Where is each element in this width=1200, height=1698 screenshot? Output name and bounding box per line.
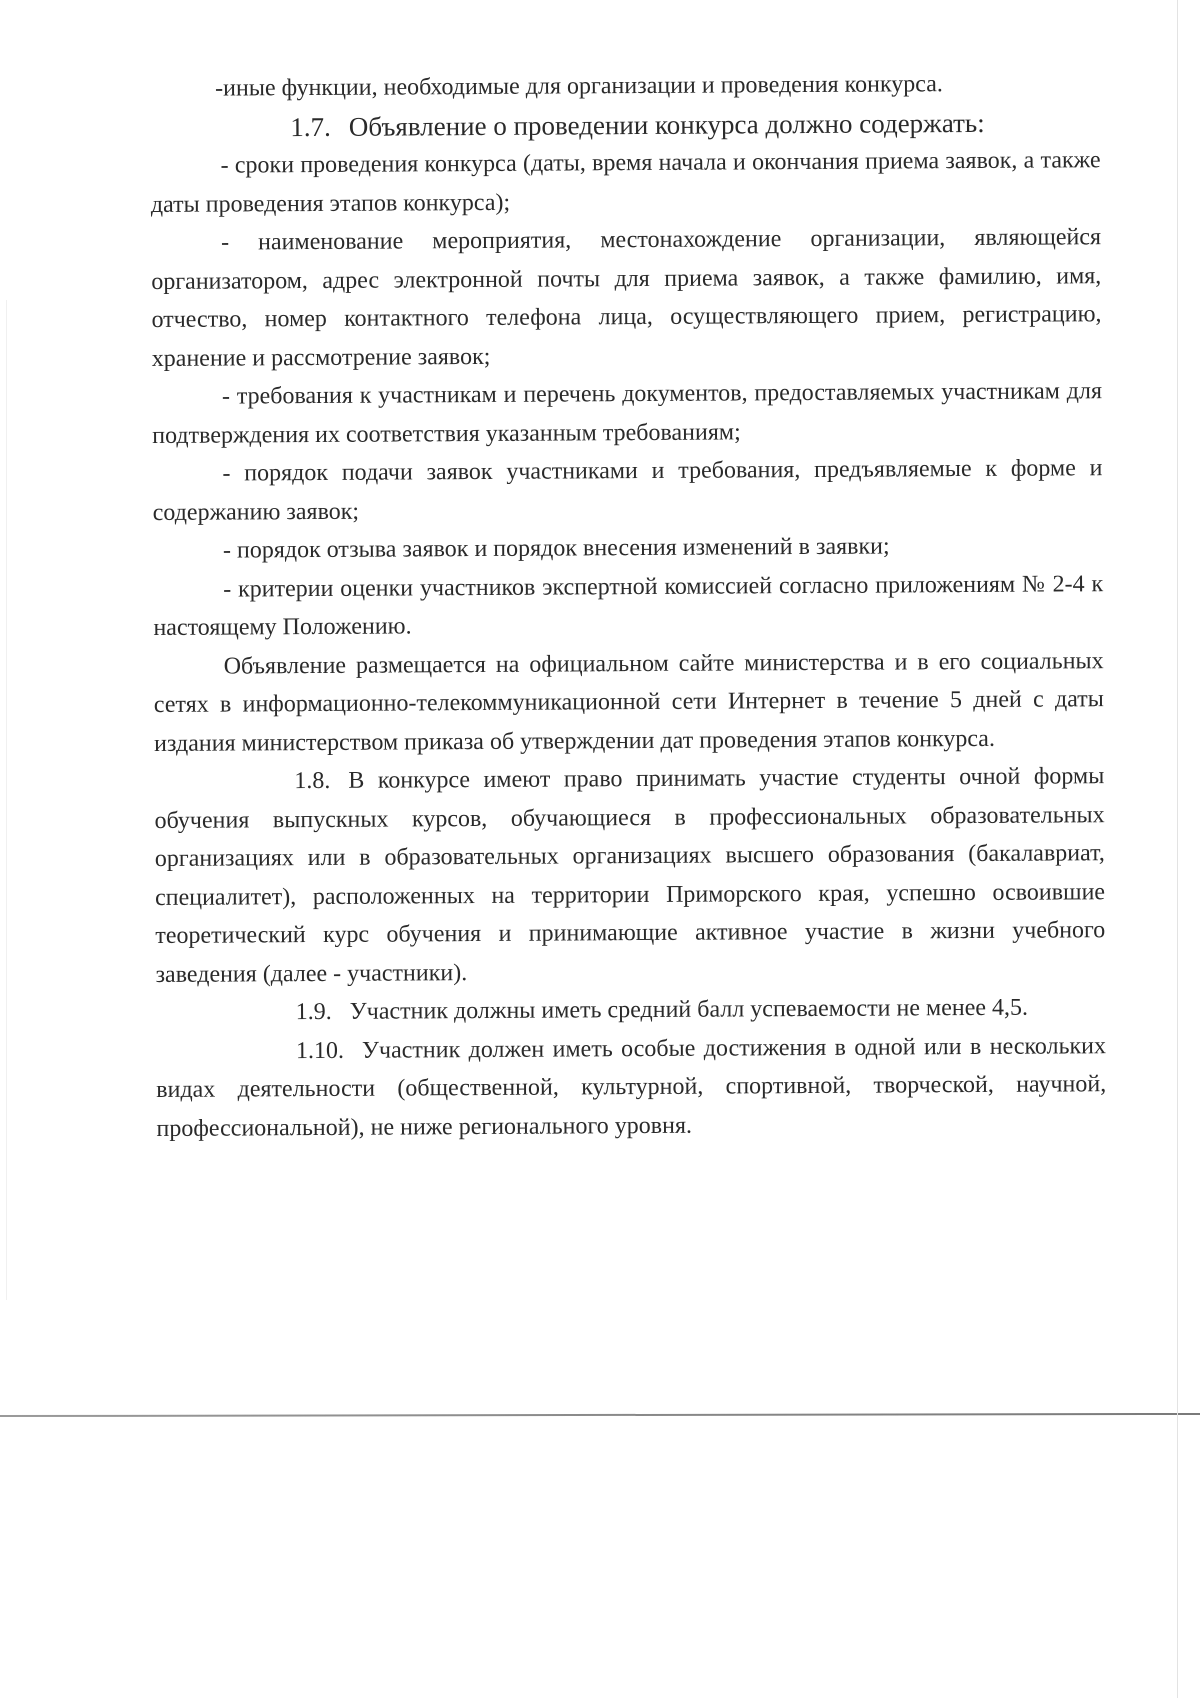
list-item-text: - порядок отзыва заявок и порядок внесения изменений в заявки; (222, 533, 890, 564)
clause-1-8 (154, 757, 1105, 994)
clause-text: Участник должен иметь особые достижения в одной или в нескольких видах деятельности (общественной, культурной, спортивной, творческой, научной, профессиональной), не ниже регионального уровня. (156, 1032, 1107, 1142)
clause-1-7 (150, 103, 1100, 147)
list-item-deadlines (150, 141, 1100, 224)
clause-number: 1.8. (294, 767, 331, 795)
list-item-withdrawal (153, 526, 1103, 570)
list-item-submission-order (152, 449, 1102, 532)
paragraph-text: -иные функции, необходимые для организации и проведения конкурса. (215, 71, 943, 102)
list-item-event-name (151, 218, 1102, 378)
clause-text: Объявление о проведении конкурса должно содержать: (348, 107, 985, 142)
list-item-text: - сроки проведения конкурса (даты, время начала и окончания приема заявок, а также даты проведения этапов конкурса); (150, 147, 1101, 218)
clause-number: 1.7. (290, 111, 331, 142)
list-item-text: - критерии оценки участников экспертной комиссией согласно приложениям № 2-4 к настоящему Положению. (153, 570, 1104, 641)
clause-number: 1.10. (295, 1037, 345, 1064)
bottom-divider (0, 1413, 1200, 1417)
document-body (150, 64, 1107, 1148)
clause-1-9 (156, 988, 1106, 1032)
scan-edge-line-left (6, 300, 7, 1300)
paragraph-text: Объявление размещается на официальном сайте министерства и в его социальных сетях в информационно-телекоммуникационной сети Интернет в течение 5 дней с даты издания министерством приказа об утверждении дат проведения этапов конкурса. (153, 647, 1104, 757)
list-item-text: - порядок подачи заявок участниками и требования, предъявляемые к форме и содержанию заявок; (152, 455, 1103, 526)
clause-text: В конкурсе имеют право принимать участие студенты очной формы обучения выпускных курсов, обучающиеся в профессиональных образовательных организациях или в образовательных организациях высшего образования (бакалавриат, специалитет), расположенных на территории Приморского края, успешно освоившие теоретический курс обучения и принимающие активное участие в жизни учебного заведения (далее - участники). (154, 763, 1106, 988)
paragraph-other-functions (150, 64, 1100, 108)
list-item-text: - наименование мероприятия, местонахождение организации, являющейся организатором, адрес электронной почты для приема заявок, а также фамилию, имя, отчество, номер контактного телефона лица, осуществляющего прием, регистрацию, хранение и рассмотрение заявок; (151, 224, 1102, 372)
list-item-criteria (153, 565, 1103, 648)
clause-1-10 (156, 1027, 1107, 1148)
list-item-text: - требования к участникам и перечень документов, предоставляемых участникам для подтверждения их соответствия указанным требованиям; (152, 378, 1103, 449)
clause-number: 1.9. (295, 998, 332, 1026)
list-item-requirements (152, 372, 1102, 455)
clause-text: Участник должны иметь средний балл успеваемости не менее 4,5. (349, 994, 1029, 1025)
scan-edge-line (1177, 0, 1178, 1698)
paragraph-announcement (154, 642, 1105, 763)
